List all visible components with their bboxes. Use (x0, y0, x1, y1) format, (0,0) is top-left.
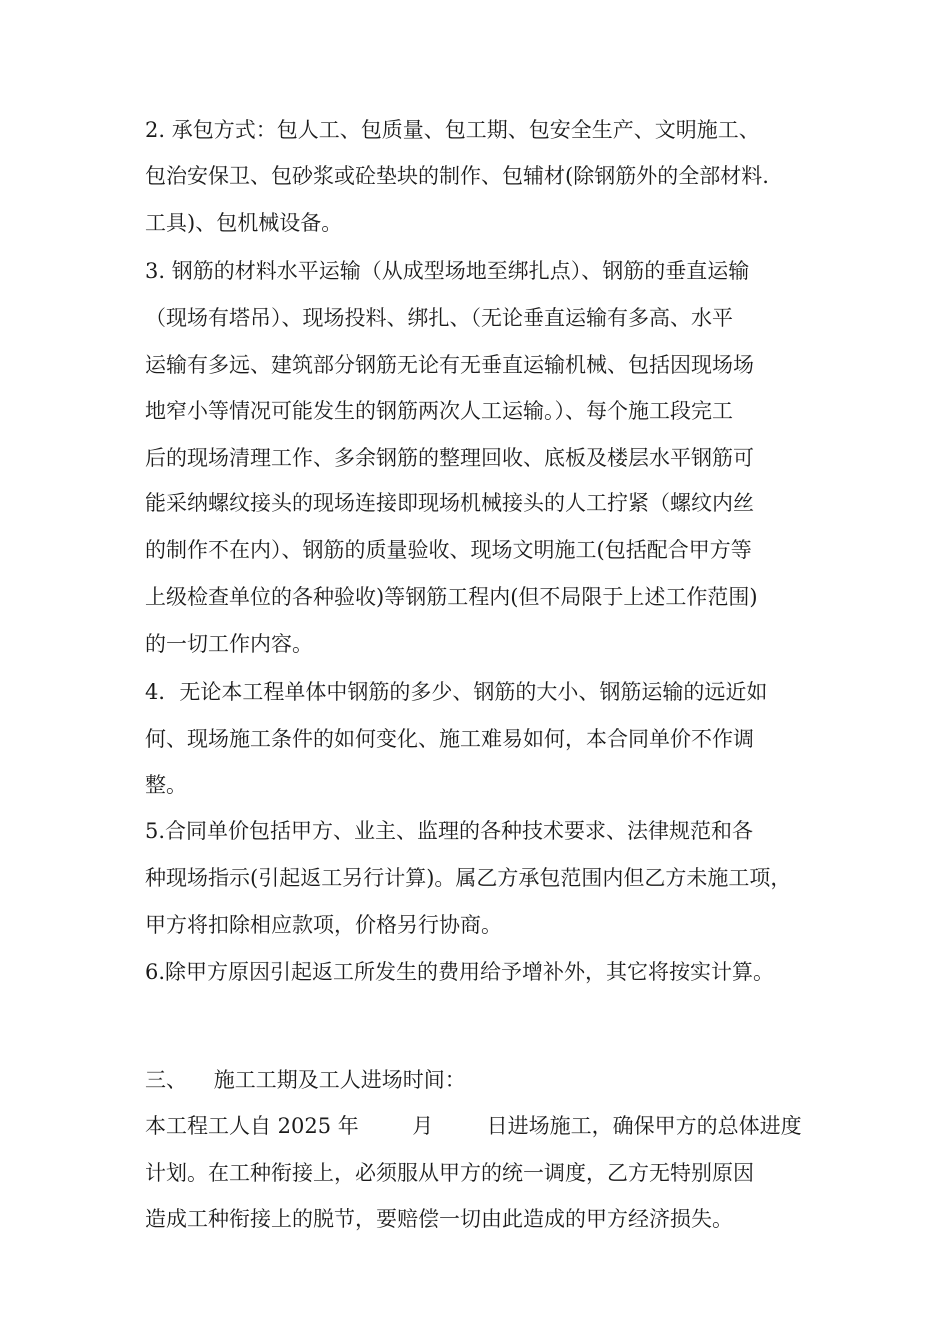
section-heading: 三、 施工工期及工人进场时间： (145, 1068, 466, 1092)
text-line: 6.除甲方原因引起返工所发生的费用给予增补外，其它将按实计算。 (145, 960, 775, 984)
text-line: 能采纳螺纹接头的现场连接即现场机械接头的人工拧紧（螺纹内丝 (145, 491, 754, 515)
text-line: 上级检查单位的各种验收)等钢筋工程内(但不局限于上述工作范围) (145, 585, 758, 609)
text-line: 种现场指示(引起返工另行计算)。属乙方承包范围内但乙方未施工项， (145, 866, 792, 890)
text-line: 4．无论本工程单体中钢筋的多少、钢筋的大小、钢筋运输的远近如 (145, 680, 768, 704)
text-line: 包治安保卫、包砂浆或砼垫块的制作、包辅材(除钢筋外的全部材料. (145, 164, 769, 188)
text-line: 的一切工作内容。 (145, 632, 313, 656)
text-line: 5.合同单价包括甲方、业主、监理的各种技术要求、法律规范和各 (145, 819, 754, 843)
text-line: 计划。在工种衔接上，必须服从甲方的统一调度，乙方无特别原因 (145, 1161, 754, 1185)
text-line: 后的现场清理工作、多余钢筋的整理回收、底板及楼层水平钢筋可 (145, 446, 754, 470)
text-line: 何、现场施工条件的如何变化、施工难易如何，本合同单价不作调 (145, 727, 754, 751)
text-line: 本工程工人自 2025 年 月 日进场施工，确保甲方的总体进度 (145, 1114, 802, 1138)
text-line: （现场有塔吊）、现场投料、绑扎、（无论垂直运输有多高、水平 (145, 306, 733, 330)
text-line: 运输有多远、建筑部分钢筋无论有无垂直运输机械、包括因现场场 (145, 353, 754, 377)
text-line: 3. 钢筋的材料水平运输（从成型场地至绑扎点）、钢筋的垂直运输 (145, 259, 750, 283)
text-line: 造成工种衔接上的脱节，要赔偿一切由此造成的甲方经济损失。 (145, 1207, 733, 1231)
text-line: 工具)、包机械设备。 (145, 211, 343, 235)
text-line: 整。 (145, 773, 187, 797)
text-line: 甲方将扣除相应款项，价格另行协商。 (145, 913, 502, 937)
text-line: 地窄小等情况可能发生的钢筋两次人工运输。）、每个施工段完工 (145, 399, 733, 423)
text-line: 2. 承包方式：包人工、包质量、包工期、包安全生产、文明施工、 (145, 118, 760, 142)
text-line: 的制作不在内）、钢筋的质量验收、现场文明施工(包括配合甲方等 (145, 538, 752, 562)
